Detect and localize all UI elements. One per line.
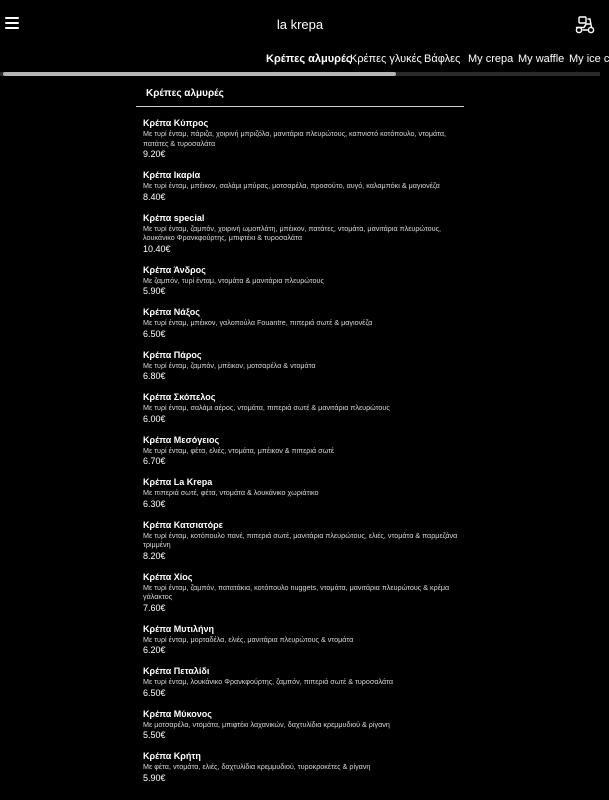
item-price: 5.50€ [143, 730, 166, 740]
menu-item[interactable] [143, 265, 463, 298]
item-price: 9.20€ [143, 149, 166, 159]
menu-item[interactable] [143, 435, 463, 468]
menu-item[interactable] [143, 520, 463, 562]
item-price: 10.40€ [143, 243, 171, 254]
item-name: Κρέπα Μύκονος [143, 708, 212, 719]
menu-item[interactable] [143, 572, 463, 614]
item-name: Κρέπα Κρήτη [143, 751, 201, 761]
item-price: 6.50€ [143, 687, 166, 698]
item-name: Κρέπα Άνδρος [143, 264, 206, 275]
item-description: Με τυρί ένταμ, σαλάμι αέρος, ντομάτα, πιπεριά σωτέ & μανιτάρια πλευρώτους [143, 403, 390, 412]
menu-item[interactable] [143, 477, 463, 510]
item-description: Με τυρί ένταμ, μορταδέλα, ελιές, μανιτάρια πλευρώτους & ντομάτα [143, 634, 354, 644]
item-description: Με τυρί ένταμ, φέτα, ελιές, ντομάτα, μπέικον & πιπεριά σωτέ [143, 445, 335, 455]
item-name: Κρέπα Μεσόγειος [143, 434, 220, 445]
item-description: Με τυρί ένταμ, ζαμπόν, πατατάκια, κοτόπουλο nuggets, ντομάτα, μανιτάρια πλευρώτους & κρέμα γάλακτος [143, 582, 450, 601]
tab-waffles[interactable]: Βάφλες [424, 53, 461, 65]
item-name: Κρέπα Σκόπελος [143, 392, 216, 402]
item-price: 7.60€ [143, 602, 166, 613]
item-price: 6.30€ [143, 498, 166, 509]
item-description: Με πιπεριά σωτέ, φέτα, ντομάτα & λουκάνικο χωριάτικο [143, 488, 319, 497]
item-description: Με τυρί ένταμ, πάριζα, χοιρινή μπριζόλα, μανιτάρια πλευρώτους, καπνιστό κοτόπουλο, ντομάτα, πατάτες & τυροσαλάτα [143, 129, 447, 148]
section-divider [136, 106, 464, 107]
menu-item[interactable] [143, 624, 463, 657]
item-description: Με μοτσαρέλα, ντομάτα, μπιφτέκι λαχανικών, δαχτυλίδια κρεμμυδιού & ρίγανη [143, 719, 390, 729]
item-name: Κρέπα Ικαρία [143, 170, 201, 180]
menu-item[interactable] [143, 170, 463, 203]
item-name: Κρέπα Κατσιατόρε [143, 519, 223, 530]
tab-sweet-crepes[interactable]: Κρέπες γλυκές [350, 53, 422, 65]
item-description: Με φέτα, ντομάτα, ελιές, δαχτυλίδια κρεμμυδιού, τυροκροκέτες & ρίγανη [143, 762, 371, 771]
item-description: Με τυρί ένταμ, ζαμπόν, χοιρινή ωμοπλάτη, μπέικον, πατάτες, ντομάτα, μανιτάρια πλευρώτους, λουκάνικο Φρανκφούρτης, μπιφτέκι & τυροσαλάτα [143, 223, 442, 242]
item-price: 5.90€ [143, 772, 166, 783]
item-description: Με τυρί ένταμ, λουκάνικο Φρανκφούρτης, ζαμπόν, πιπεριά σωτέ & τυροσαλάτα [143, 677, 394, 686]
item-price: 5.90€ [143, 286, 166, 296]
item-description: Με ζαμπόν, τυρί ένταμ, ντομάτα & μανιτάρια πλευρώτους [143, 275, 324, 285]
menu-item[interactable] [143, 350, 463, 383]
item-description: Με τυρί ένταμ, μπέικον, σαλάμι μπύρας, μοτσαρέλα, προσούτο, αυγό, καλαμπόκι & μαγιονέζα [143, 181, 440, 190]
tab-savory-crepes[interactable]: Κρέπες αλμυρές [266, 53, 352, 65]
section-title: Κρέπες αλμυρές [146, 88, 224, 99]
menu-item[interactable] [143, 392, 463, 425]
item-description: Με τυρί ένταμ, κοτόπουλο πανέ, πιπεριά σωτέ, μανιτάρια πλευρώτους, ελιές, ντομάτα & παρμεζάνα τριμμένη [143, 530, 458, 549]
tab-my-ice-cream[interactable]: My ice c [569, 53, 609, 65]
menu-item-list [143, 118, 463, 794]
item-name: Κρέπα Χίος [143, 571, 193, 582]
menu-item[interactable] [143, 751, 463, 784]
item-name: Κρέπα Πεταλίδι [143, 666, 210, 676]
menu-item[interactable] [143, 709, 463, 742]
item-name: Κρέπα Κύπρος [143, 118, 209, 128]
item-name: Κρέπα La Krepa [143, 477, 213, 487]
item-description: Με τυρί ένταμ, μπέικον, γαλοπούλα Fouantre, πιπεριά σωτέ & μαγιονέζα [143, 318, 373, 327]
item-price: 6.20€ [143, 645, 166, 655]
menu-item[interactable] [143, 213, 463, 255]
tabs-scrollbar-thumb[interactable] [3, 72, 396, 76]
item-name: Κρέπα Νάξος [143, 307, 200, 317]
item-name: Κρέπα special [143, 212, 205, 223]
app-title: la krepa [276, 17, 324, 32]
item-name: Κρέπα Μυτιλήνη [143, 623, 215, 634]
menu-item[interactable] [143, 118, 463, 160]
item-price: 6.80€ [143, 371, 166, 381]
item-price: 6.50€ [143, 328, 166, 339]
item-price: 8.20€ [143, 550, 166, 561]
item-name: Κρέπα Πάρος [143, 349, 202, 360]
menu-item[interactable] [143, 307, 463, 340]
item-price: 6.00€ [143, 413, 166, 424]
item-price: 8.40€ [143, 191, 166, 202]
category-tabs [0, 50, 609, 70]
menu-item[interactable] [143, 666, 463, 699]
item-description: Με τυρί ένταμ, ζαμπόν, μπέικον, μοτσαρέλα & ντομάτα [143, 360, 316, 370]
item-price: 6.70€ [143, 456, 166, 466]
header [0, 0, 600, 48]
tab-my-crepa[interactable]: My crepa [468, 53, 514, 65]
scooter-icon[interactable] [574, 15, 596, 35]
tab-my-waffle[interactable]: My waffle [518, 53, 565, 65]
